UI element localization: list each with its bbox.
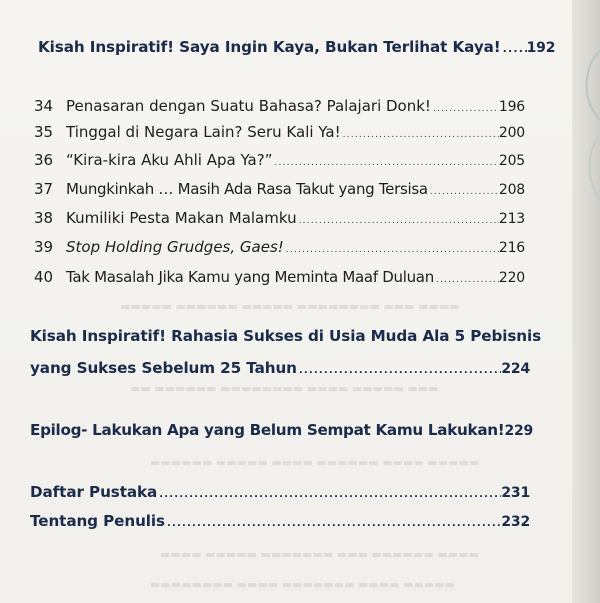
chapter-title: Stop Holding Grudges, Gaes! <box>66 238 284 256</box>
chapter-page-number: 208 <box>498 182 525 198</box>
show-through-text: ▬▬▬▬ ▬▬▬ ▬▬▬▬▬▬▬▬ ▬▬▬▬▬ ▬▬▬▬▬▬ ▬▬▬▬▬ <box>120 300 460 313</box>
chapter-title: Tak Masalah Jika Kamu yang Meminta Maaf Duluan <box>66 268 434 286</box>
chapter-title: Mungkinkah … Masih Ada Rasa Takut yang Tersisa <box>66 180 428 198</box>
toc-epilog <box>30 421 534 439</box>
chapter-title: Penasaran dengan Suatu Bahasa? Palajari Donk! <box>66 97 431 115</box>
chapter-number: 36 <box>34 151 54 169</box>
epilog-title: Epilog- Lakukan Apa yang Belum Sempat Kamu Lakukan! <box>30 421 505 439</box>
chapter-page-number: 200 <box>498 125 525 141</box>
chapter-number: 34 <box>34 97 54 115</box>
toc-back-matter-entry <box>30 512 530 530</box>
toc-page-number: 229 <box>504 423 534 439</box>
leader-dots <box>165 518 501 529</box>
chapter-number: 39 <box>34 238 54 256</box>
toc-page-number: 192 <box>526 40 556 56</box>
toc-entry <box>34 238 525 256</box>
show-through-text: ▬▬▬▬▬ ▬▬▬▬ ▬▬▬▬▬▬▬ ▬▬▬▬ ▬▬▬▬▬▬▬▬ <box>150 578 455 591</box>
toc-section-heading <box>30 359 530 377</box>
toc-entry <box>34 180 525 198</box>
chapter-number: 38 <box>34 209 54 227</box>
leader-dots <box>272 158 498 168</box>
chapter-page-number: 220 <box>498 270 525 286</box>
leader-dots <box>157 489 501 500</box>
chapter-page-number: 196 <box>498 99 525 115</box>
leader-dots <box>297 216 499 226</box>
toc-section-heading <box>38 38 556 56</box>
show-through-text: ▬▬▬▬ ▬▬▬▬▬▬ ▬▬▬ ▬▬▬▬▬▬▬ ▬▬▬▬▬ ▬▬▬▬ <box>160 548 479 561</box>
toc-entry <box>34 123 525 141</box>
leader-dots <box>284 245 499 255</box>
toc-section-title-line1: Kisah Inspiratif! Rahasia Sukses di Usia Muda Ala 5 Pebisnis <box>30 327 542 345</box>
leader-dots <box>428 187 499 197</box>
back-matter-title: Daftar Pustaka <box>30 483 158 501</box>
leader-dots <box>434 275 499 285</box>
toc-section-title: Kisah Inspiratif! Saya Ingin Kaya, Bukan Terlihat Kaya! <box>38 38 501 56</box>
toc-back-matter-entry <box>30 483 530 501</box>
chapter-page-number: 205 <box>498 153 525 169</box>
chapter-title: Kumiliki Pesta Makan Malamku <box>66 209 297 227</box>
toc-entry <box>34 97 525 115</box>
leader-dots <box>341 130 499 140</box>
toc-page-number: 231 <box>501 485 530 501</box>
chapter-page-number: 213 <box>498 211 525 227</box>
chapter-number: 35 <box>34 123 54 141</box>
chapter-number: 40 <box>34 268 54 286</box>
toc-section-title-line2: yang Sukses Sebelum 25 Tahun <box>30 359 297 377</box>
leader-dots <box>501 42 527 55</box>
toc-page-number: 224 <box>501 361 530 377</box>
leader-dots <box>431 104 499 114</box>
show-through-text: ▬▬▬▬▬ ▬▬▬▬ ▬▬▬▬▬▬ ▬▬▬▬ ▬▬▬▬▬ ▬▬▬▬▬▬ <box>150 456 480 469</box>
cover-art-decoration <box>576 40 600 220</box>
chapter-title: “Kira-kira Aku Ahli Apa Ya?” <box>66 151 273 169</box>
toc-section-heading <box>30 327 542 345</box>
toc-entry <box>34 268 525 286</box>
chapter-title: Tinggal di Negara Lain? Seru Kali Ya! <box>66 123 341 141</box>
toc-entry <box>34 151 525 169</box>
back-matter-title: Tentang Penulis <box>30 512 165 530</box>
toc-page-number: 232 <box>501 514 530 530</box>
chapter-page-number: 216 <box>498 240 525 256</box>
leader-dots <box>297 365 501 376</box>
show-through-text: ▬▬▬ ▬▬▬▬▬ ▬▬▬▬ ▬▬▬▬▬▬▬▬ ▬▬▬▬▬▬ ▬▬ <box>130 382 439 395</box>
toc-entry <box>34 209 525 227</box>
chapter-number: 37 <box>34 180 54 198</box>
